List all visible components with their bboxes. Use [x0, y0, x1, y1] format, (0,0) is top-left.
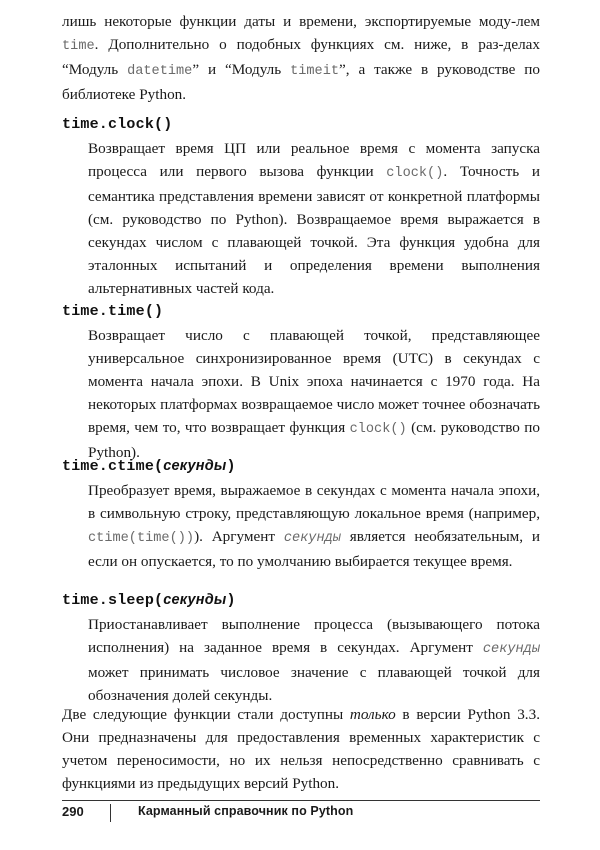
body-text: ). Аргумент — [194, 528, 284, 545]
code-datetime: datetime — [127, 64, 193, 79]
code-ctime: ctime(time()) — [88, 531, 195, 546]
heading-arg: секунды — [163, 458, 227, 474]
entry-body-clock — [88, 137, 540, 300]
footer-separator — [110, 804, 111, 822]
closing-emphasis: только — [349, 706, 396, 723]
body-text: является необязательным, и если он опускается, то по умолчанию выбирается текущее время. — [88, 528, 540, 570]
body-text: Преобразует время, выражаемое в секундах с момента начала эпохи, в символьную строку, представляющую локальное время (например, — [88, 482, 540, 522]
closing-text-1: Две следующие функции стали доступны — [62, 706, 350, 723]
intro-text-2: . Дополнительно о подобных функциях см. ниже, в раз-делах “Модуль — [62, 36, 540, 78]
heading-arg: секунды — [163, 592, 227, 608]
heading-text: time.clock() — [62, 116, 173, 133]
intro-text-4: ”, а также в руководстве по библиотеке Python. — [62, 61, 540, 103]
page-number: 290 — [62, 804, 84, 819]
closing-text-2: в версии Python 3.3. Они предназначены для предоставления временных характеристик с учетом переносимости, но их нельзя непосредственно сравнивать с функциями из предыдущих версий Python. — [62, 706, 540, 792]
heading-text: time.sleep( — [62, 592, 164, 609]
body-text: Приостанавливает выполнение процесса (вызывающего потока исполнения) на заданное время в секундах. Аргумент — [88, 616, 540, 656]
body-text: (см. руководство по Python). — [88, 419, 540, 461]
body-text: Возвращает время ЦП или реальное время с момента запуска процесса или первого вызова функции — [88, 140, 540, 180]
heading-text: time.ctime( — [62, 458, 164, 475]
entry-heading-ctime — [62, 458, 540, 475]
arg-reference: секунды — [283, 531, 341, 546]
entry-body-time — [88, 324, 540, 464]
entry-body-ctime — [88, 479, 540, 573]
body-text: может принимать числовое значение с плавающей точкой для обозначения долей секунды. — [88, 664, 540, 704]
body-text: . Точность и семантика представления времени зависят от конкретной платформы (см. руководство по Python). Возвращаемое время выражается в секундах числом с плавающей точкой. Эта функция удобна для эталонных испытаний и определения времени выполнения альтернативных частей кода. — [88, 163, 540, 297]
code-clock: clock() — [386, 166, 444, 181]
intro-text-3: ” и “Модуль — [192, 61, 291, 78]
code-clock: clock() — [349, 422, 407, 437]
heading-close: ) — [226, 458, 236, 475]
heading-text: time.time() — [62, 303, 164, 320]
code-time: time — [62, 39, 95, 54]
book-title: Карманный справочник по Python — [138, 804, 354, 818]
closing-paragraph — [62, 703, 540, 795]
body-text: Возвращает число с плавающей точкой, представляющее универсальное синхронизированное время (UTC) в секундах с момента начала эпохи. В Unix эпоха начинается с 1970 года. На некоторых платформах возвращаемое число может точнее обозначать время, чем то, что возвращает функция — [88, 327, 540, 436]
footer-rule — [62, 800, 540, 801]
entry-heading-time — [62, 303, 540, 320]
intro-text-1: лишь некоторые функции даты и времени, экспортируемые моду-лем — [62, 13, 540, 30]
entry-body-sleep — [88, 613, 540, 707]
heading-close: ) — [226, 592, 236, 609]
code-timeit: timeit — [290, 64, 340, 79]
arg-reference: секунды — [482, 642, 540, 657]
entry-heading-sleep — [62, 592, 540, 609]
entry-heading-clock — [62, 116, 540, 133]
intro-paragraph — [62, 10, 540, 106]
